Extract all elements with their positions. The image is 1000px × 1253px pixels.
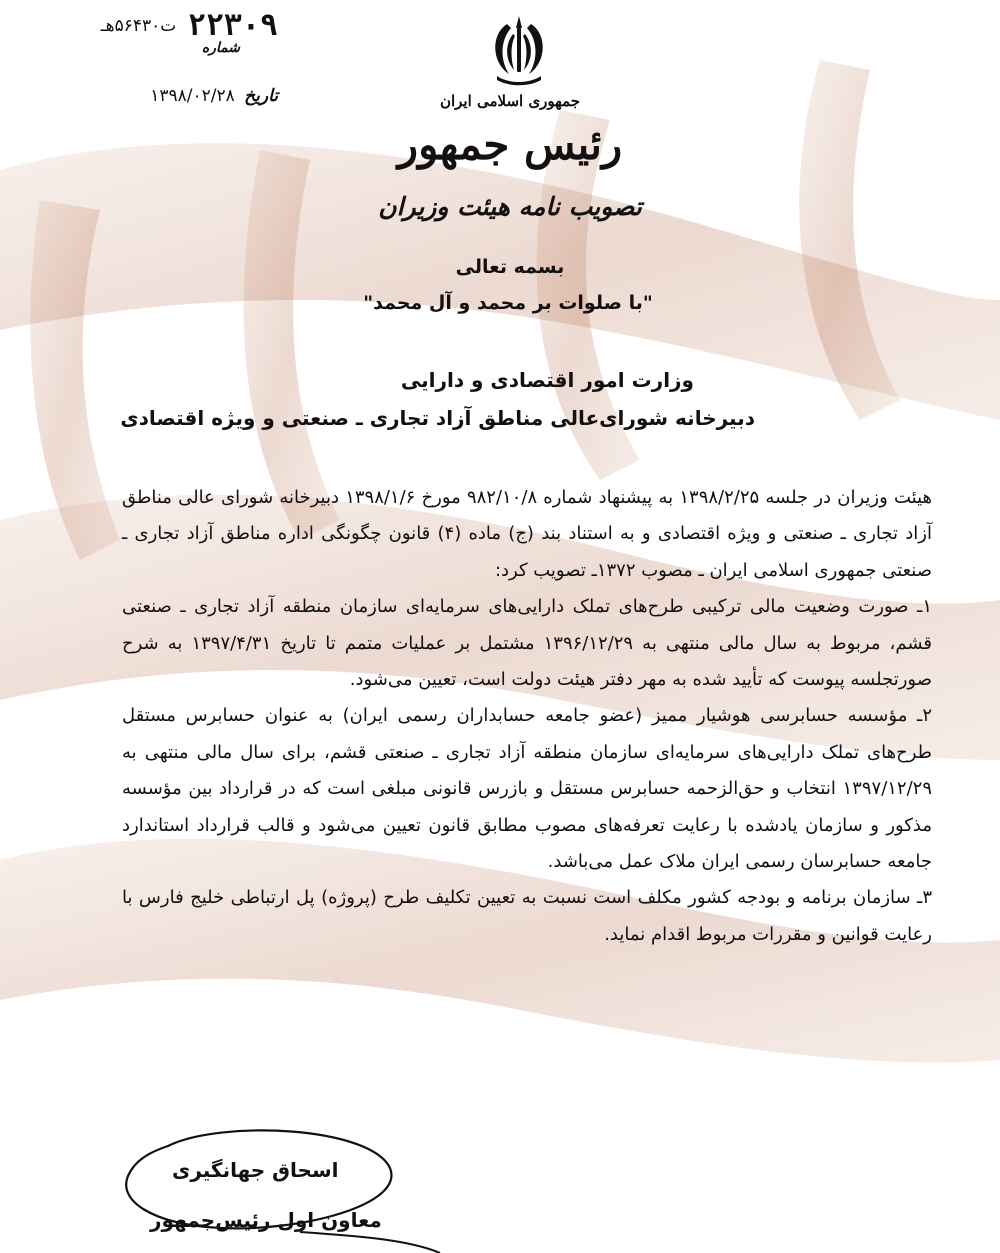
reference-date-label: تاریخ (244, 86, 278, 106)
reference-date-value: ۱۳۹۸/۰۲/۲۸ (150, 86, 235, 106)
cabinet-approval-heading: تصویب نامه هیئت وزیران (378, 192, 642, 221)
signatory-title: معاون اول رئیس‌جمهور (150, 1208, 382, 1232)
decree-item-3: ۳ـ سازمان برنامه و بودجه کشور مکلف است نسبت به تعیین تکلیف طرح (پروژه) پل ارتباطی خلیج فارس با رعایت قوانین و مقررات مربوط اقدام نماید. (122, 887, 932, 945)
decree-intro: هیئت وزیران در جلسه ۱۳۹۸/۲/۲۵ به پیشنهاد شماره ۹۸۲/۱۰/۸ مورخ ۱۳۹۸/۱/۶ دبیرخانه شورای عالی مناطق آزاد تجاری ـ صنعتی و ویژه اقتصادی و به استناد بند (ج) ماده (۴) قانون چگونگی اداره مناطق آزاد تجاری ـ صنعتی جمهوری اسلامی ایران ـ مصوب ۱۳۷۲ـ تصویب کرد: (122, 487, 933, 581)
signatory-name: اسحاق جهانگیری (172, 1158, 339, 1182)
decree-item-2: ۲ـ مؤسسه حسابرسی هوشیار ممیز (عضو جامعه حسابداران رسمی ایران) به عنوان حسابرس مستقل طرح‌های تملک دارایی‌های سرمایه‌ای سازمان منطقه آزاد تجاری ـ صنعتی قشم، برای سال مالی منتهی به ۱۳۹۷/۱۲/۲۹ انتخاب و حق‌الزحمه حسابرس مستقل و بازرس قانونی مبلغی است که در قرارداد بین مؤسسه مذکور و سازمان یادشده با رعایت تعرفه‌های مصوب مطابق قانون تعیین می‌شود و قالب قرارداد استاندارد جامعه حسابرسان رسمی ایران ملاک عمل می‌باشد. (122, 705, 932, 873)
reference-number-line (101, 8, 278, 43)
reference-number-handwritten: ۲۲۳۰۹ (187, 8, 278, 43)
addressee-ministry: وزارت امور اقتصادی و دارایی (400, 368, 694, 392)
salavat: "با صلوات بر محمد و آل محمد" (363, 292, 653, 314)
reference-number-printed: ت۵۶۴۳۰هـ (100, 16, 177, 36)
republic-heading: جمهوری اسلامی ایران (439, 92, 581, 110)
decree-body (122, 480, 932, 953)
president-heading: رئیس جمهور (397, 120, 623, 169)
bismillah: بسمه تعالی (455, 256, 565, 278)
addressee-secretariat: دبیرخانه شورای‌عالی مناطق آزاد تجاری ـ صنعتی و ویژه اقتصادی (120, 406, 755, 430)
reference-number-label: شماره (201, 40, 240, 56)
iran-emblem-icon (483, 12, 555, 87)
decree-item-1: ۱ـ صورت وضعیت مالی ترکیبی طرح‌های تملک دارایی‌های سرمایه‌ای سازمان منطقه آزاد تجاری ـ صنعتی قشم، مربوط به سال مالی منتهی به ۱۳۹۶/۱۲/۲۹ مشتمل بر عملیات متمم تا تاریخ ۱۳۹۷/۴/۳۱ به شرح صورتجلسه پیوست که تأیید شده به مهر دفتر هیئت دولت است، تعیین می‌شود. (122, 596, 932, 691)
